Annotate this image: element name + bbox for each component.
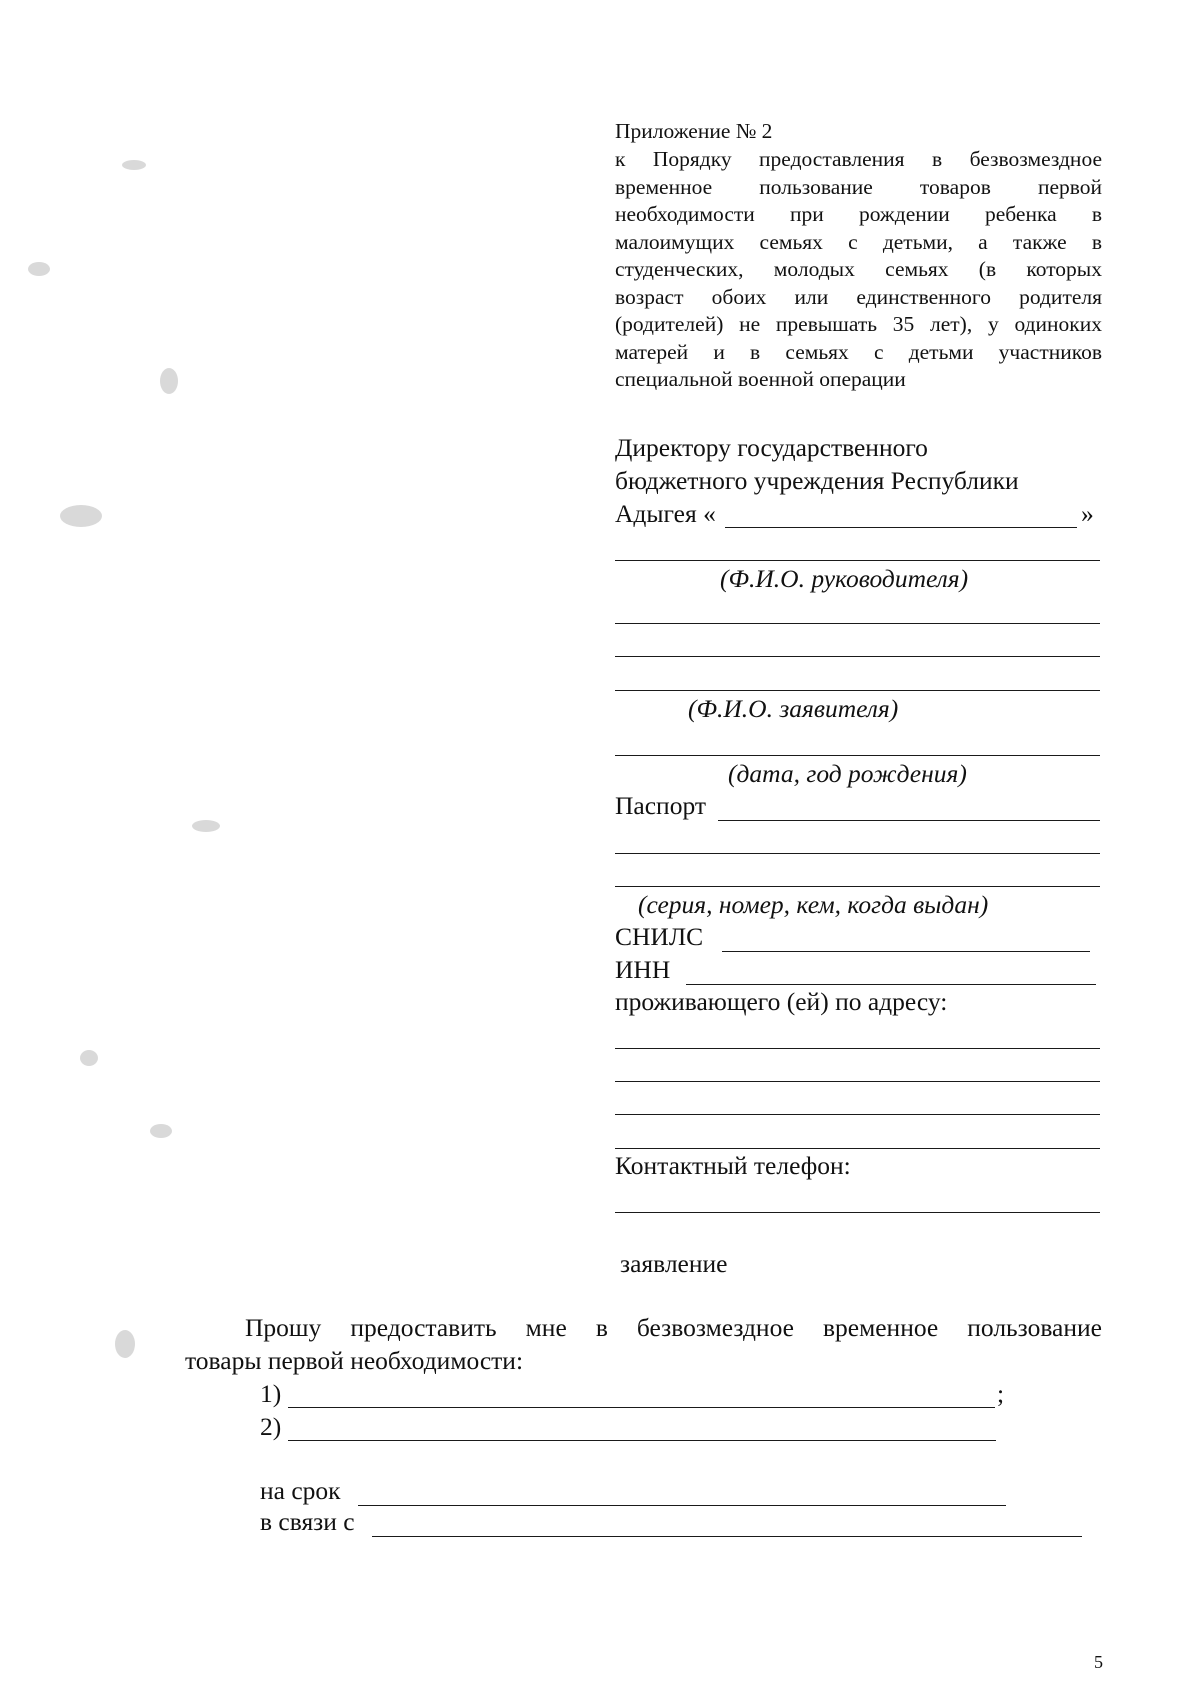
inn-field[interactable] (686, 984, 1096, 985)
address-label: проживающего (ей) по адресу: (615, 987, 948, 1016)
scan-speck (28, 262, 50, 276)
inn-label: ИНН (615, 955, 671, 984)
appendix-line: малоимущих семьях с детьми, а также в (615, 229, 1102, 254)
appendix-text (615, 146, 1102, 394)
page-number: 5 (1094, 1652, 1103, 1672)
passport-label: Паспорт (615, 791, 707, 820)
appendix-line: к Порядку предоставления в безвозмездное (615, 147, 1102, 171)
institution-name-field[interactable] (725, 527, 1077, 528)
snils-field[interactable] (722, 951, 1090, 952)
addressee-line-2: бюджетного учреждения Республики (615, 466, 1019, 495)
reason-field[interactable] (372, 1536, 1082, 1537)
appendix-line: студенческих, молодых семьях (в которых (615, 257, 1102, 281)
item-2-label: 2) (260, 1412, 282, 1441)
passport-field[interactable] (615, 886, 1100, 887)
applicant-name-field[interactable] (615, 656, 1100, 657)
scan-speck (115, 1330, 135, 1358)
appendix-line: временное пользование товаров первой (615, 174, 1102, 199)
statement-body-line-1: Прошу предоставить мне в безвозмездное временное пользование (245, 1313, 1102, 1342)
item-1-end: ; (997, 1379, 1005, 1408)
appendix-line: специальной военной операции (615, 367, 906, 391)
head-fio-caption: (Ф.И.О. руководителя) (720, 564, 969, 593)
term-label: на срок (260, 1476, 341, 1505)
applicant-name-field[interactable] (615, 690, 1100, 691)
term-field[interactable] (358, 1505, 1006, 1506)
statement-body-line-2: товары первой необходимости: (185, 1346, 524, 1375)
statement-heading: заявление (620, 1249, 728, 1278)
scan-speck (150, 1124, 172, 1138)
item-1-label: 1) (260, 1379, 282, 1408)
appendix-line: матерей и в семьях с детьми участников (615, 339, 1102, 364)
phone-label: Контактный телефон: (615, 1151, 851, 1180)
phone-field[interactable] (615, 1212, 1100, 1213)
scan-speck (122, 160, 146, 170)
snils-label: СНИЛС (615, 922, 704, 951)
passport-field[interactable] (718, 820, 1100, 821)
appendix-line: возраст обоих или единственного родителя (615, 284, 1102, 309)
passport-details-caption: (серия, номер, кем, когда выдан) (638, 890, 989, 919)
item-1-field[interactable] (288, 1407, 995, 1408)
applicant-name-field[interactable] (615, 623, 1100, 624)
scan-speck (60, 505, 102, 527)
scan-speck (192, 820, 220, 832)
birth-caption: (дата, год рождения) (728, 759, 967, 788)
appendix-line: необходимости при рождении ребенка в (615, 202, 1102, 226)
address-field[interactable] (615, 1148, 1100, 1149)
birth-date-field[interactable] (615, 755, 1100, 756)
address-field[interactable] (615, 1048, 1100, 1049)
address-field[interactable] (615, 1081, 1100, 1082)
addressee-line-1: Директору государственного (615, 433, 928, 462)
head-name-field[interactable] (615, 560, 1100, 561)
reason-label: в связи с (260, 1507, 355, 1536)
passport-field[interactable] (615, 853, 1100, 854)
addressee-line-3-prefix: Адыгея « (615, 499, 716, 528)
applicant-fio-caption: (Ф.И.О. заявителя) (688, 694, 899, 723)
item-2-field[interactable] (288, 1440, 996, 1441)
appendix-line: (родителей) не превышать 35 лет), у одиноких (615, 312, 1102, 336)
scan-speck (80, 1050, 98, 1066)
appendix-title: Приложение № 2 (615, 119, 773, 143)
scan-speck (160, 368, 178, 394)
addressee-line-3-suffix: » (1081, 499, 1094, 528)
address-field[interactable] (615, 1114, 1100, 1115)
